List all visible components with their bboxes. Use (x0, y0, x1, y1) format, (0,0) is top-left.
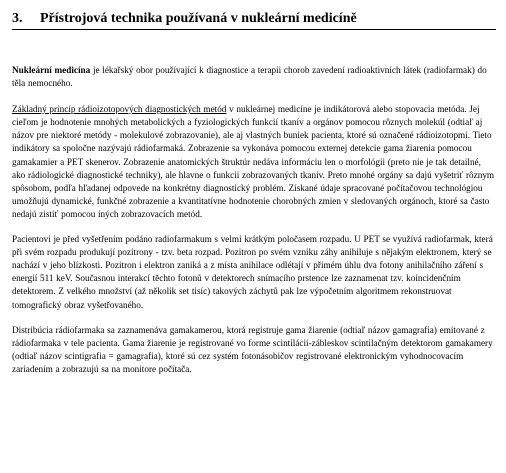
underlined-phrase: Základný princíp rádioizotopových diagnostických metód (12, 104, 227, 115)
paragraph-nuclear-medicine (12, 64, 496, 90)
section-number: 3. (12, 11, 23, 26)
paragraph-gamma-camera (12, 324, 496, 376)
paragraph-text: je lékařský obor používající k diagnostice a terapii chorob zavedení radioaktivních látek (radiofarmak) do těla nemocného. (12, 65, 487, 89)
paragraph-text: Distribúcia rádiofarmaka sa zaznamenáva gamakamerou, ktorá registruje gama žiarenie (odtiaľ názov gamagrafia) emitované z rádiofarmaka v tele pacienta. Gama žiarenie je registrované vo forme scintilácií-zábleskov scintilačným detektorom gamakamery (odtiaľ názov scintigrafia = gamagrafia), ktoré sú cez systém fotonásobičov registrované elektronickým vyhodnocovacím zariadením a zobrazujú sa na monitore počítača. (12, 324, 493, 374)
paragraph-basic-principle (12, 103, 496, 221)
paragraph-pet (12, 233, 496, 312)
paragraph-text: v nukleárnej medicíne je indikátorová alebo stopovacia metóda. Jej cieľom je hodnotenie mnohých metabolických a fyziologických funkcií tkanív a orgánov pomocou rôznych molekúl (odtiaľ aj názov pre niektoré metódy - molekulové zobrazovanie), ale aj vlastných buniek pacienta, ktoré sú označené rádioizotopmi. Tieto indikátory sa spoločne nazývajú rádiofarmaká. Zobrazenie sa vykonáva pomocou externej detekcie gama žiarenia pomocou gamakamier a PET skenerov. Zobrazenie anatomických štruktúr nedáva informáciu len o morfológii (preto nie je tak detailné, ako rádiologické diagnostické techniky), ale hlavne o funkcii zobrazovaných tkanív. Preto mnohé orgány sa dajú vyšetriť rôznym spôsobom, podľa hľadanej odpovede na konkrétny diagnostický problém. Získané údaje spracované počítačovou technológiou umožňujú dynamické, funkčné zobrazenie a kvantitatívne hodnotenie chorobných zmien v sledovaných orgánoch, ktoré sa často nedajú zistiť pomocou iných zobrazovacích metód. (12, 104, 495, 219)
paragraph-text: Pacientovi je před vyšetřením podáno radiofarmakum s velmi krátkým poločasem rozpadu. U PET se využívá radiofarmak, která při svém rozpadu produkují pozitrony - tzv. beta rozpad. Pozitron po svém vzniku záhy anihiluje s nějakým elektronem, který se nachází v jeho blízkosti. Pozitron i elektron zaniká a z místa anihilace odlétají v přímém úhlu dva fotony anihilačního záření s energií 511 keV. Současnou interakcí těchto fotonů v detektorech snímacího prstence lze zaznamenat tzv. koincidenčním detektorem. Z velkého množství (až několik set tisíc) takových záchytů pak lze výpočetním algoritmem rekonstruovat tomografický obraz vyšetřovaného. (12, 234, 493, 310)
section-title: Přístrojová technika používaná v nukleární medicíně (40, 11, 357, 26)
section-heading (12, 10, 496, 30)
term-nuclear-medicine: Nukleární medicína (12, 65, 91, 75)
